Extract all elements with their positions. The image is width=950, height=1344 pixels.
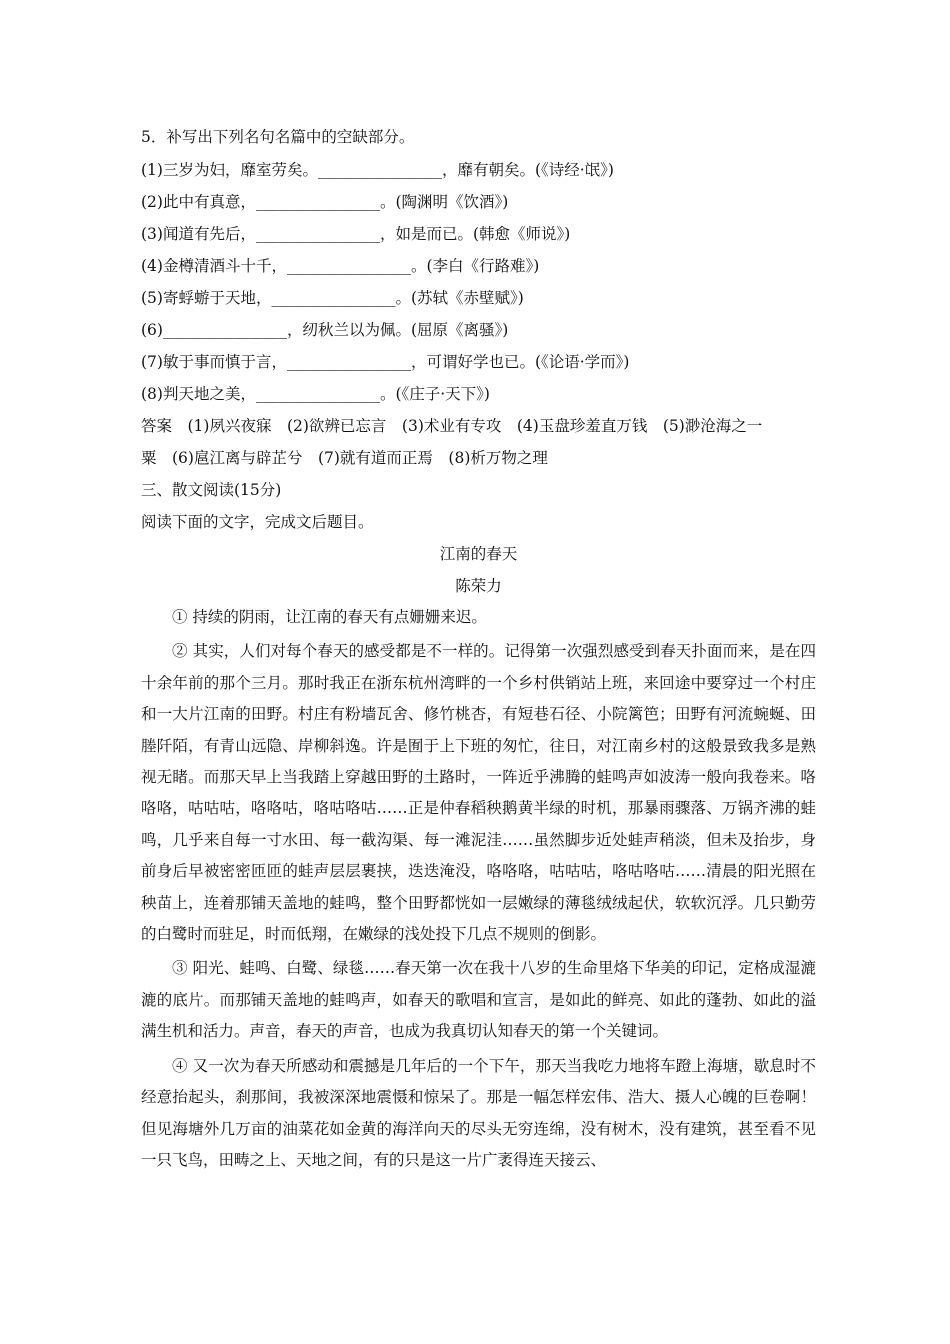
essay-title: 江南的春天 xyxy=(439,545,518,563)
question-5-item-3: (3)闻道有先后，________________，如是而已。(韩愈《师说》) xyxy=(141,225,571,243)
question-5-item-6: (6)________________，纫秋兰以为佩。(屈原《离骚》) xyxy=(141,321,509,339)
question-5-item-8: (8)判天地之美，________________。(《庄子·天下》) xyxy=(141,385,490,403)
essay-author: 陈荣力 xyxy=(455,577,502,595)
essay-paragraph-1: ① 持续的阴雨，让江南的春天有点姗姗来迟。 xyxy=(172,608,487,626)
question-5-item-7: (7)敏于事而慎于言，________________，可谓好学也已。(《论语·学而》) xyxy=(141,353,630,371)
reading-instruction: 阅读下面的文字，完成文后题目。 xyxy=(141,513,374,531)
question-5-item-4: (4)金樽清酒斗十千，________________。(李白《行路难》) xyxy=(141,257,540,275)
question-5-title: 5．补写出下列名句名篇中的空缺部分。 xyxy=(141,128,415,146)
essay-paragraph-4: ④ 又一次为春天所感动和震撼是几年后的一个下午，那天当我吃力地将车蹬上海塘，歇息时不经意抬起头，刹那间，我被深深地震慑和惊呆了。那是一幅怎样宏伟、浩大、摄人心魄的巨卷啊！但见海塘外几万亩的油菜花如金黄的海洋向天的尽头无穷连绵，没有树木，没有建筑，甚至看不见一只飞鸟，田畴之上、天地之间，有的只是这一片广袤得连天接云、 xyxy=(141,1056,816,1169)
question-5-item-5: (5)寄蜉蝣于天地，________________。(苏轼《赤壁赋》) xyxy=(141,289,524,307)
section-heading: 三、散文阅读(15分) xyxy=(141,481,282,499)
answer-line-2: 粟 (6)扈江离与辟芷兮 (7)就有道而正焉 (8)析万物之理 xyxy=(141,449,548,467)
answer-line-1: 答案 (1)夙兴夜寐 (2)欲辨已忘言 (3)术业有专攻 (4)玉盘珍羞直万钱 (5)渺沧海之一 xyxy=(141,417,763,435)
question-5-item-2: (2)此中有真意，________________。(陶渊明《饮酒》) xyxy=(141,193,509,211)
document-page xyxy=(141,120,816,1176)
question-5-item-1: (1)三岁为妇，靡室劳矣。________________，靡有朝矣。(《诗经·氓》) xyxy=(141,161,614,179)
essay-paragraph-2: ② 其实，人们对每个春天的感受都是不一样的。记得第一次强烈感受到春天扑面而来，是在四十余年前的那个三月。那时我正在浙东杭州湾畔的一个乡村供销站上班，来回途中要穿过一个村庄和一大片江南的田野。村庄有粉墙瓦舍、修竹桃杏，有短巷石径、小院篱笆；田野有河流蜿蜒、田塍阡陌，有青山远隐、岸柳斜逸。许是囿于上下班的匆忙，往日，对江南乡村的这般景致我多是熟视无睹。而那天早上当我踏上穿越田野的土路时，一阵近乎沸腾的蛙鸣声如波涛一般向我卷来。咯咯咯，咕咕咕，咯咯咕，咯咕咯咕……正是仲春稻秧鹅黄半绿的时机，那暴雨骤落、万锅齐沸的蛙鸣，几乎来自每一寸水田、每一截沟渠、每一滩泥洼……虽然脚步近处蛙声稍淡，但未及抬步，身前身后早被密密匝匝的蛙声层层裹挟，迭迭淹没，咯咯咯，咕咕咕，咯咕咯咕……清晨的阳光照在秧苗上，连着那铺天盖地的蛙鸣，整个田野都恍如一层嫩绿的薄毯绒绒起伏，软软沉浮。几只勤劳的白鹭时而驻足，时而低翔，在嫩绿的浅处投下几点不规则的倒影。 xyxy=(141,642,816,944)
essay-paragraph-3: ③ 阳光、蛙鸣、白鹭、绿毯……春天第一次在我十八岁的生命里烙下华美的印记，定格成湿漉漉的底片。而那铺天盖地的蛙鸣声，如春天的歌唱和宣言，是如此的鲜亮、如此的蓬勃、如此的溢满生机和活力。声音，春天的声音，也成为我真切认知春天的第一个关键词。 xyxy=(141,959,816,1041)
